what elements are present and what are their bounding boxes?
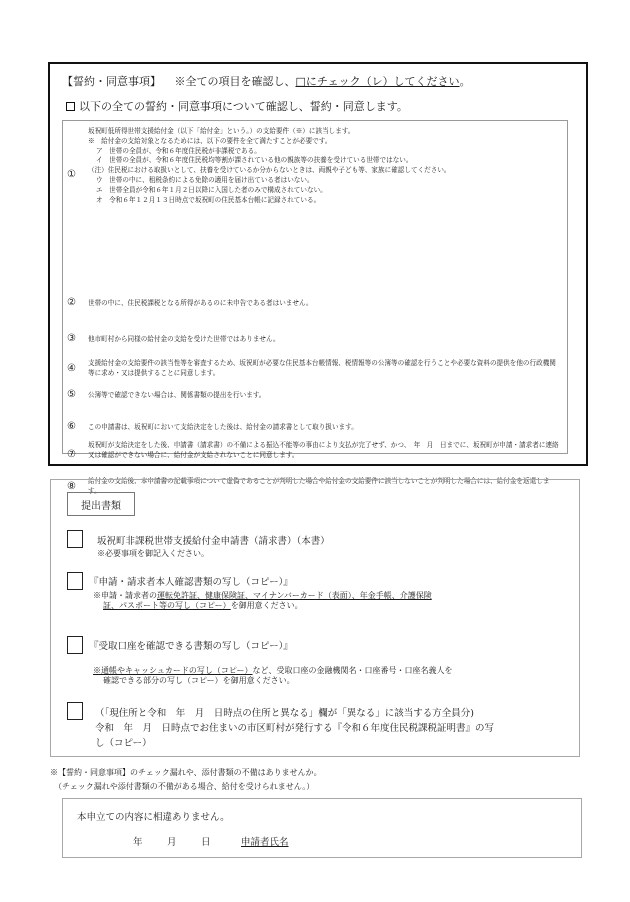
document-checkbox[interactable]: [67, 572, 83, 590]
confirmation-section: [62, 798, 582, 858]
document-checkbox[interactable]: [67, 636, 83, 654]
document-title: 『受取口座を確認できる書類の写し（コピー）』: [89, 641, 293, 652]
term-text: 他市町村から同様の給付金の支給を受けた世帯ではありません。: [88, 335, 280, 343]
applicant-name-label[interactable]: 申請者氏名: [241, 837, 289, 848]
document-note: ※必要事項を御記入ください。: [97, 549, 209, 558]
document-title-line3: し（コピー）: [95, 738, 152, 749]
confirmation-statement: 本申立ての内容に相違ありません。: [77, 812, 230, 823]
date-day-label: 日: [201, 837, 211, 848]
term-number: ①: [67, 169, 76, 180]
oath-heading-label: 【誓約・同意事項】: [62, 75, 161, 88]
documents-tab: 提出書類: [67, 492, 135, 516]
term-number: ⑦: [67, 449, 76, 460]
document-title: （「現住所と令和 年 月 日時点の住所と異なる」欄が「異なる」に該当する方全員分): [95, 708, 474, 719]
term-text: 坂祝町が支給決定をした後、申請書（請求書）の不備による振込不能等の事由により支払が完了せず、かつ、 年 月 日までに、坂祝町が申請・請求者に連絡又は確認ができない場合に、給付金が支給されないことに同意します。: [88, 441, 559, 459]
term-text: 支援給付金の支給要件の該当性等を審査するため、坂祝町が必要な住民基本台帳情報、税情報等の公簿等の確認を行うことや必要な資料の提供を他の行政機関等に求め・又は提供することに同意します。: [88, 359, 556, 377]
footnote-line2: （チェック漏れや添付書類の不備がある場合、給付を受けられません。）: [54, 782, 315, 791]
oath-agree-row[interactable]: [66, 98, 408, 114]
oath-agree-label: 以下の全ての誓約・同意事項について確認し、誓約・同意します。: [79, 100, 408, 113]
date-month-label: 月: [167, 837, 177, 848]
document-title-line2: 令和 年 月 日時点でお住まいの市区町村が発行する『令和６年度住民税課税証明書』の写: [95, 723, 495, 734]
date-year-label: 年: [133, 837, 143, 848]
term-text: 坂祝町低所得世帯支援給付金（以下「給付金」という。）の支給要件（※）に該当します。 ※ 給付金の支給対象となるためには、以下の要件を全て満たすことが必要です。 ア 世帯の全員が、令和６年度住民税が非課税である。 イ 世帯の全員が、令和６年度住民税均等割が課されている他の親族等の扶養を受けている世帯ではない。 （注）住民税における取扱いとして、扶養を受けているか分からないときは、両親や子ども等、家族に確認してください。 ウ 世帯の中に、租税条約による免除の適用を届け出ている者はいない。 エ 世帯全員が令和６年１月２日以降に入国した者のみで構成されていない。 オ 令和６年１２月１３日時点で坂祝町の住民基本台帳に記録されている。: [88, 127, 451, 204]
oath-instruction: ※全ての項目を確認し、□にチェック（レ）してください。: [174, 75, 471, 88]
oath-agree-checkbox[interactable]: [66, 102, 75, 111]
term-text: この申請書は、坂祝町において支給決定をした後は、給付金の請求書として取り扱います。: [88, 423, 358, 431]
documents-section: [50, 479, 580, 757]
document-title: 『申請・請求者本人確認書類の写し（コピー）』: [89, 577, 293, 588]
term-number: ③: [67, 333, 76, 344]
document-note: ※通帳やキャッシュカードの写し（コピー）など、受取口座の金融機関名・口座番号・口座名義人を 確認できる部分の写し（コピー）を御用意ください。: [93, 666, 453, 685]
term-number: ②: [67, 297, 76, 308]
term-text: 世帯の中に、住民税課税となる所得があるのに未申告である者はいません。: [88, 299, 313, 307]
footnote-line1: ※【誓約・同意事項】のチェック漏れや、添付書類の不備はありませんか。: [50, 768, 322, 777]
oath-section: [48, 62, 588, 495]
terms-list: [62, 120, 568, 495]
term-number: ⑥: [67, 421, 76, 432]
term-number: ④: [67, 363, 76, 374]
oath-heading: [62, 73, 471, 89]
term-text: 公簿等で確認できない場合は、関係書類の提出を行います。: [88, 391, 266, 399]
document-note: ※申請・請求者の運転免許証、健康保険証、マイナンバーカード（表面）、年金手帳、介護保険 証、パスポート等の写し（コピー）を御用意ください。: [93, 591, 432, 610]
term-number: ⑧: [67, 481, 76, 492]
document-title: 坂祝町非課税世帯支援給付金申請書（請求書）（本書）: [97, 536, 330, 547]
term-text: 給付金の支給後、本申請書の記載事項について虚偽であることが判明した場合や給付金の支給要件に該当しないことが判明した場合には、給付金を返還します。: [88, 477, 550, 495]
document-checkbox[interactable]: [67, 530, 83, 548]
document-checkbox[interactable]: [67, 702, 83, 720]
term-number: ⑤: [67, 389, 76, 400]
